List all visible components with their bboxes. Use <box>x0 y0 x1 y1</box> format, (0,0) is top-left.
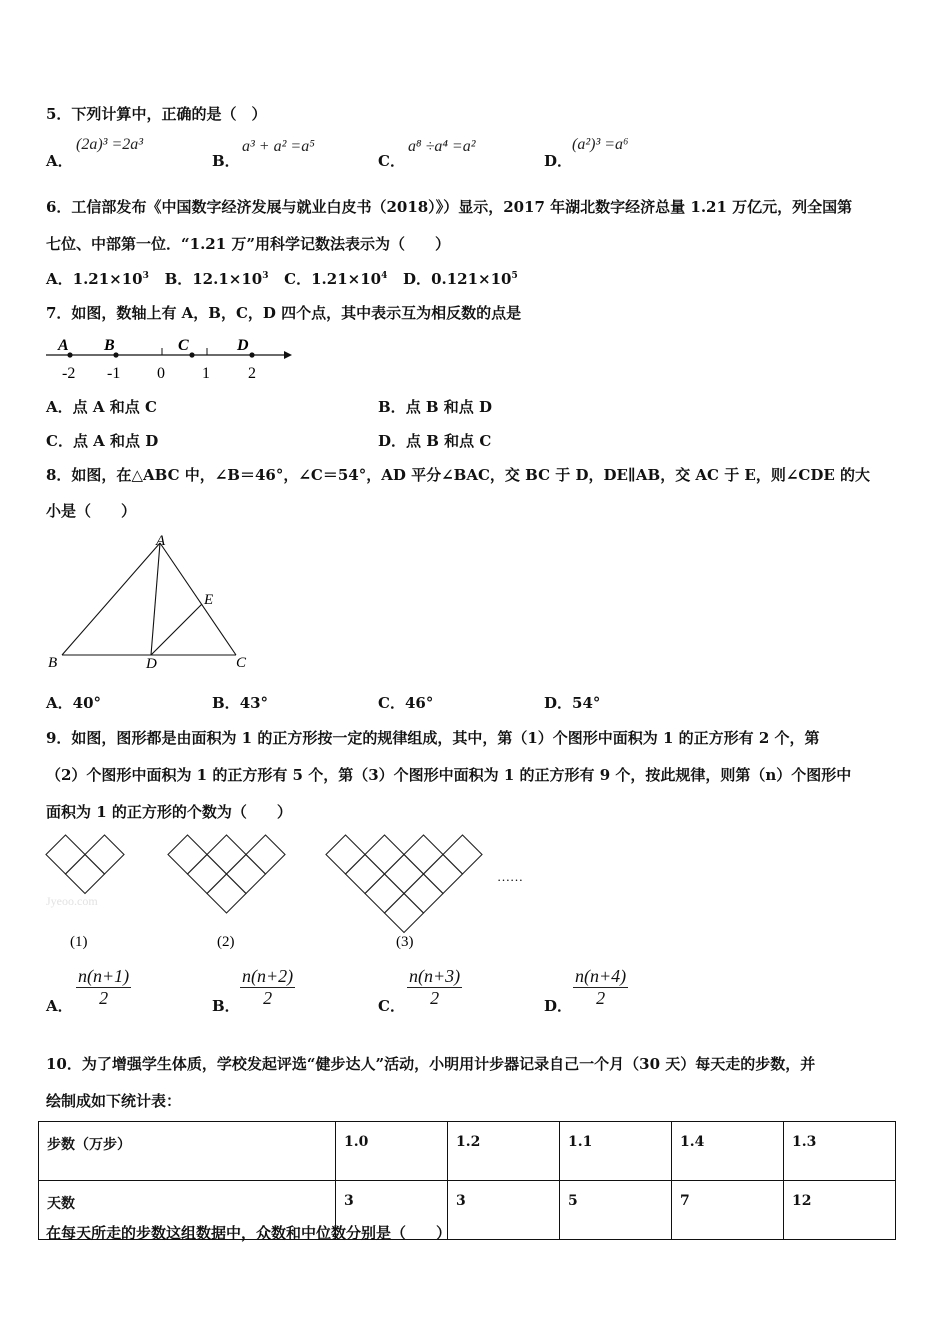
q6-option-c-exponent: 4 <box>381 271 388 281</box>
q6-option-c[interactable] <box>284 270 387 288</box>
q7-option-c-label: C． <box>46 432 73 450</box>
q6-option-a-exponent: 3 <box>142 271 149 281</box>
table-cell: 3 <box>336 1181 448 1240</box>
q9-option-c-fraction <box>407 966 462 1009</box>
figure-1-square <box>85 835 124 874</box>
q9-option-a-fraction <box>76 966 131 1009</box>
point-b-label: B <box>104 337 115 354</box>
q8-stem-line2: 小是（ ） <box>46 502 137 520</box>
side-ac <box>160 543 236 655</box>
q6-option-c-mantissa: 1.21×10 <box>311 270 382 288</box>
q7-option-d-text: 点 B 和点 C <box>406 432 492 450</box>
q6-option-c-label: C． <box>284 270 312 288</box>
q5-option-c-expr: a⁸ ÷a⁴ =a² <box>408 138 476 155</box>
tick-label-neg1: -1 <box>107 365 121 382</box>
q6-option-d-exponent: 5 <box>511 271 518 281</box>
figure-2-square <box>168 835 207 874</box>
q6-options <box>46 268 518 289</box>
figure-1-square <box>46 835 85 874</box>
table-cell: 1.1 <box>560 1122 672 1181</box>
figure-2-square <box>188 855 227 894</box>
ellipsis-text: …… <box>497 869 523 884</box>
q6-option-b[interactable] <box>165 270 269 288</box>
q7-stem: 7．如图，数轴上有 A，B，C，D 四个点，其中表示互为相反数的点是 <box>46 304 522 322</box>
q5-stem: 5．下列计算中，正确的是（ ） <box>46 105 267 123</box>
figure-3-square <box>424 855 463 894</box>
point-a-label: A <box>58 337 69 354</box>
fraction-numerator: n(n+2) <box>242 966 294 986</box>
q5-option-d-expr: (a²)³ =a⁶ <box>572 136 629 153</box>
point-c-label: C <box>178 337 189 354</box>
q7-number-line <box>0 330 300 385</box>
q9-pattern-figures <box>0 825 540 955</box>
q8-option-b-label: B． <box>212 694 240 712</box>
figure-3-square <box>385 855 424 894</box>
watermark-text: Jyeoo.com <box>46 894 98 908</box>
q8-option-c-text: 46° <box>404 694 434 712</box>
point-d-label: D <box>146 656 157 672</box>
q8-triangle-figure <box>0 530 260 675</box>
q5-option-b-expr: a³ + a² =a⁵ <box>242 138 315 155</box>
figure-3-square <box>404 835 443 874</box>
q5-option-a-label[interactable]: A． <box>46 152 73 170</box>
fraction-denominator: 2 <box>596 988 606 1008</box>
table-cell: 1.0 <box>336 1122 448 1181</box>
q8-option-b[interactable] <box>212 692 268 713</box>
tick-label-2: 2 <box>248 365 256 382</box>
figure-3-square <box>404 874 443 913</box>
figure-3-square <box>443 835 482 874</box>
segment-de <box>151 604 202 655</box>
figure-3-square <box>365 835 404 874</box>
q8-option-c-label: C． <box>378 694 405 712</box>
fraction-numerator: n(n+4) <box>575 966 627 986</box>
q6-option-a-mantissa: 1.21×10 <box>72 270 143 288</box>
q6-option-d[interactable] <box>403 270 518 288</box>
q5-option-d-label[interactable]: D． <box>544 152 573 170</box>
q8-option-d[interactable] <box>544 692 600 713</box>
q6-stem-line2: 七位、中部第一位．“1.21 万”用科学记数法表示为（ ） <box>46 235 451 253</box>
figure-3-square <box>385 894 424 933</box>
fraction-numerator: n(n+3) <box>409 966 461 986</box>
q7-option-c-text: 点 A 和点 D <box>72 432 159 450</box>
figure-label-1: (1) <box>70 934 88 950</box>
figure-2-square <box>227 855 266 894</box>
table-header-cell: 天数 <box>39 1181 336 1240</box>
q9-option-c-label[interactable]: C． <box>378 997 405 1015</box>
q7-option-d-label: D． <box>378 432 407 450</box>
figure-2-square <box>246 835 285 874</box>
table-row <box>39 1122 896 1181</box>
table-cell: 3 <box>448 1181 560 1240</box>
table-cell: 7 <box>672 1181 784 1240</box>
q10-question: 在每天所走的步数这组数据中，众数和中位数分别是（ ） <box>46 1224 452 1242</box>
fraction-denominator: 2 <box>263 988 273 1008</box>
q9-option-d-label[interactable]: D． <box>544 997 573 1015</box>
q5-option-b-label[interactable]: B． <box>212 152 240 170</box>
q7-option-a-text: 点 A 和点 C <box>72 398 157 416</box>
point-c <box>189 352 194 357</box>
vertex-c-label: C <box>236 655 247 671</box>
q8-option-a-label: A． <box>46 694 73 712</box>
q9-option-a-label[interactable]: A． <box>46 997 73 1015</box>
q8-option-a-text: 40° <box>72 694 102 712</box>
q7-option-b[interactable] <box>378 396 492 417</box>
q8-option-c[interactable] <box>378 692 433 713</box>
tick-label-0: 0 <box>157 365 165 382</box>
q9-option-b-label[interactable]: B． <box>212 997 240 1015</box>
table-cell: 1.3 <box>784 1122 896 1181</box>
q7-option-b-label: B． <box>378 398 406 416</box>
q9-stem-line3: 面积为 1 的正方形的个数为（ ） <box>46 803 292 821</box>
q6-option-b-mantissa: 12.1×10 <box>192 270 263 288</box>
q5-option-c-label[interactable]: C． <box>378 152 405 170</box>
fraction-denominator: 2 <box>430 988 440 1008</box>
figure-2-square <box>207 835 246 874</box>
q6-stem-line1: 6．工信部发布《中国数字经济发展与就业白皮书（2018）》）显示，2017 年湖北数字经济总量 1.21 万亿元，列全国第 <box>46 198 853 216</box>
q6-option-a-label: A． <box>46 270 73 288</box>
figure-1-square <box>66 855 105 894</box>
point-e-label: E <box>204 592 214 608</box>
number-line-arrow-icon <box>284 351 292 359</box>
table-cell: 1.4 <box>672 1122 784 1181</box>
q8-option-d-label: D． <box>544 694 573 712</box>
vertex-b-label: B <box>48 655 58 671</box>
q9-option-d-fraction <box>573 966 628 1009</box>
table-cell: 12 <box>784 1181 896 1240</box>
q8-option-a[interactable] <box>46 692 101 713</box>
vertex-a-label: A <box>156 533 166 549</box>
q9-stem-line1: 9．如图，图形都是由面积为 1 的正方形按一定的规律组成，其中，第（1）个图形中面积为 1 的正方形有 2 个，第 <box>46 729 820 747</box>
q6-option-b-label: B． <box>164 270 193 288</box>
figure-label-2: (2) <box>217 934 235 950</box>
q6-option-d-mantissa: 0.121×10 <box>431 270 512 288</box>
figure-3-square <box>365 874 404 913</box>
figure-3-square <box>326 835 365 874</box>
table-cell: 1.2 <box>448 1122 560 1181</box>
fraction-denominator: 2 <box>99 988 109 1008</box>
point-d-label: D <box>237 337 249 354</box>
q7-option-b-text: 点 B 和点 D <box>405 398 493 416</box>
q8-stem-line1: 8．如图，在△ABC 中，∠B＝46°，∠C＝54°，AD 平分∠BAC，交 BC 于 D，DE∥AB，交 AC 于 E，则∠CDE 的大 <box>46 466 871 484</box>
segment-ad <box>151 543 160 655</box>
q7-option-a-label: A． <box>46 398 73 416</box>
q8-option-b-text: 43° <box>239 694 269 712</box>
tick-label-neg2: -2 <box>62 365 76 382</box>
q8-option-d-text: 54° <box>572 694 601 712</box>
figure-label-3: (3) <box>396 934 414 950</box>
tick-label-1: 1 <box>202 365 210 382</box>
figure-2-square <box>207 874 246 913</box>
table-cell: 5 <box>560 1181 672 1240</box>
q7-option-a[interactable] <box>46 396 157 417</box>
q6-option-a[interactable] <box>46 270 149 288</box>
figure-3-square <box>346 855 385 894</box>
q9-stem-line2: （2）个图形中面积为 1 的正方形有 5 个，第（3）个图形中面积为 1 的正方形有 9 个，按此规律，则第（n）个图形中 <box>46 766 852 784</box>
point-d <box>249 352 254 357</box>
q7-option-d[interactable] <box>378 430 491 451</box>
q6-option-d-label: D． <box>403 270 432 288</box>
q5-option-a-expr: (2a)³ =2a³ <box>76 136 144 153</box>
q9-option-b-fraction <box>240 966 295 1009</box>
q7-option-c[interactable] <box>46 430 158 451</box>
q10-stem-line1: 10．为了增强学生体质，学校发起评选“健步达人”活动，小明用计步器记录自己一个月（30 天）每天走的步数，并 <box>46 1055 816 1073</box>
q6-option-b-exponent: 3 <box>262 271 269 281</box>
side-ab <box>62 543 160 655</box>
table-header-cell: 步数（万步） <box>39 1122 336 1181</box>
q10-stem-line2: 绘制成如下统计表： <box>46 1092 182 1110</box>
fraction-numerator: n(n+1) <box>78 966 130 986</box>
